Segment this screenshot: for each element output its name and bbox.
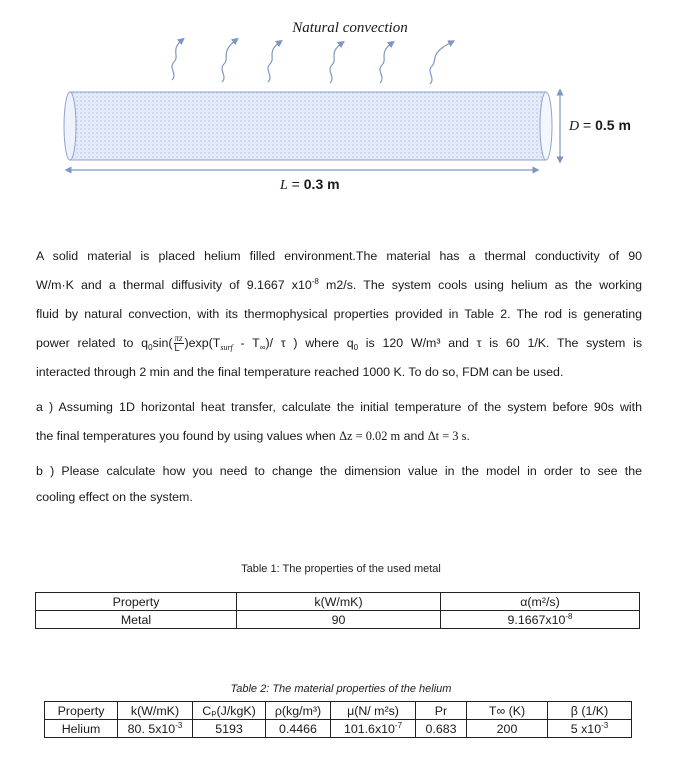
convection-arrows — [172, 40, 452, 84]
table-header-cell: k(W/mK) — [237, 593, 441, 611]
problem-line-5: interacted through 2 min and the final temperature reached 1000 K. To do so, FDM can be used. — [36, 365, 564, 379]
part-a-line-1: a ) Assuming 1D horizontal heat transfer, calculate the initial temperature of the system before 90s with — [36, 400, 642, 414]
table-cell: 80. $5x10^{-3}$ — [118, 720, 193, 738]
convection-arrow-1 — [172, 40, 182, 80]
table-cell: 200 — [467, 720, 548, 738]
table-cell: $9.1667x10^{-8}$ — [441, 611, 640, 629]
cylinder-rod — [64, 92, 552, 160]
table-cell: 5 $x10^{-3}$ — [548, 720, 632, 738]
table-header-cell: Property — [36, 593, 237, 611]
figure-title: Natural convection — [292, 20, 408, 36]
problem-line-2: W/m·K and a thermal diffusivity of 9.1667 $x10^{-8}$ m2/s. The system cools using helium as the working — [36, 277, 642, 292]
table-header-cell: β (1/K) — [548, 702, 632, 720]
rod-figure — [0, 0, 682, 200]
convection-arrow-5 — [380, 43, 392, 83]
table1-caption: Table 1: The properties of the used metal — [241, 563, 441, 575]
table-header-row — [45, 702, 632, 720]
table-header-cell: Property — [45, 702, 118, 720]
table-cell: $101.6x10^{-7}$ — [331, 720, 416, 738]
table-cell: Metal — [36, 611, 237, 629]
pi-z-over-L-fraction: $\frac{\pi z}{L}$ — [174, 333, 183, 354]
convection-arrow-6 — [430, 42, 452, 84]
table-header-cell: α(m²/s) — [441, 593, 640, 611]
table-header-cell: k(W/mK) — [118, 702, 193, 720]
problem-line-1: A solid material is placed helium filled environment.The material has a thermal conductivity of 90 — [36, 249, 642, 263]
table-header-cell: Pr — [416, 702, 467, 720]
table2-caption: Table 2: The material properties of the helium — [230, 683, 452, 695]
diameter-label: D = 0.5 m — [569, 117, 631, 134]
part-b-line-2: cooling effect on the system. — [36, 490, 193, 504]
part-b — [36, 458, 642, 510]
problem-statement — [36, 242, 642, 387]
table-row — [36, 611, 640, 629]
table-cell: 5193 — [193, 720, 266, 738]
metal-properties-table — [35, 592, 640, 629]
table-header-cell: ρ(kg/m³) — [266, 702, 331, 720]
table-row — [45, 720, 632, 738]
part-b-line-1: b ) Please calculate how you need to change the dimension value in the model in order to see the — [36, 464, 642, 478]
convection-arrow-4 — [330, 43, 342, 83]
table-header-cell: μ(N/ m²s) — [331, 702, 416, 720]
table-cell: 0.683 — [416, 720, 467, 738]
table-cell: 0.4466 — [266, 720, 331, 738]
problem-line-3: fluid by natural convection, with its thermophysical properties provided in Table 2. The rod is generating — [36, 307, 642, 321]
part-a — [36, 393, 642, 451]
table-header-row — [36, 593, 640, 611]
table-header-cell: T∞ (K) — [467, 702, 548, 720]
convection-arrow-3 — [268, 42, 280, 82]
length-label: L = 0.3 m — [280, 176, 340, 193]
table-cell: Helium — [45, 720, 118, 738]
part-a-line-2: the final temperatures you found by using values when Δz = 0.02 m and Δt = 3 s. — [36, 429, 470, 443]
rod-diagram — [0, 0, 682, 200]
problem-line-4: power related to $q_0\sin$( $\frac{\pi z}{L}$ )$\exp(T_{surf} - T_\infty)/$ τ ) where $q_0$ is 120 W/m³ and τ is 60 1/K. The system is — [36, 333, 643, 354]
convection-arrow-2 — [222, 40, 236, 82]
table-cell: 90 — [237, 611, 441, 629]
table-header-cell: Cₚ(J/kgK) — [193, 702, 266, 720]
helium-properties-table — [44, 701, 632, 738]
